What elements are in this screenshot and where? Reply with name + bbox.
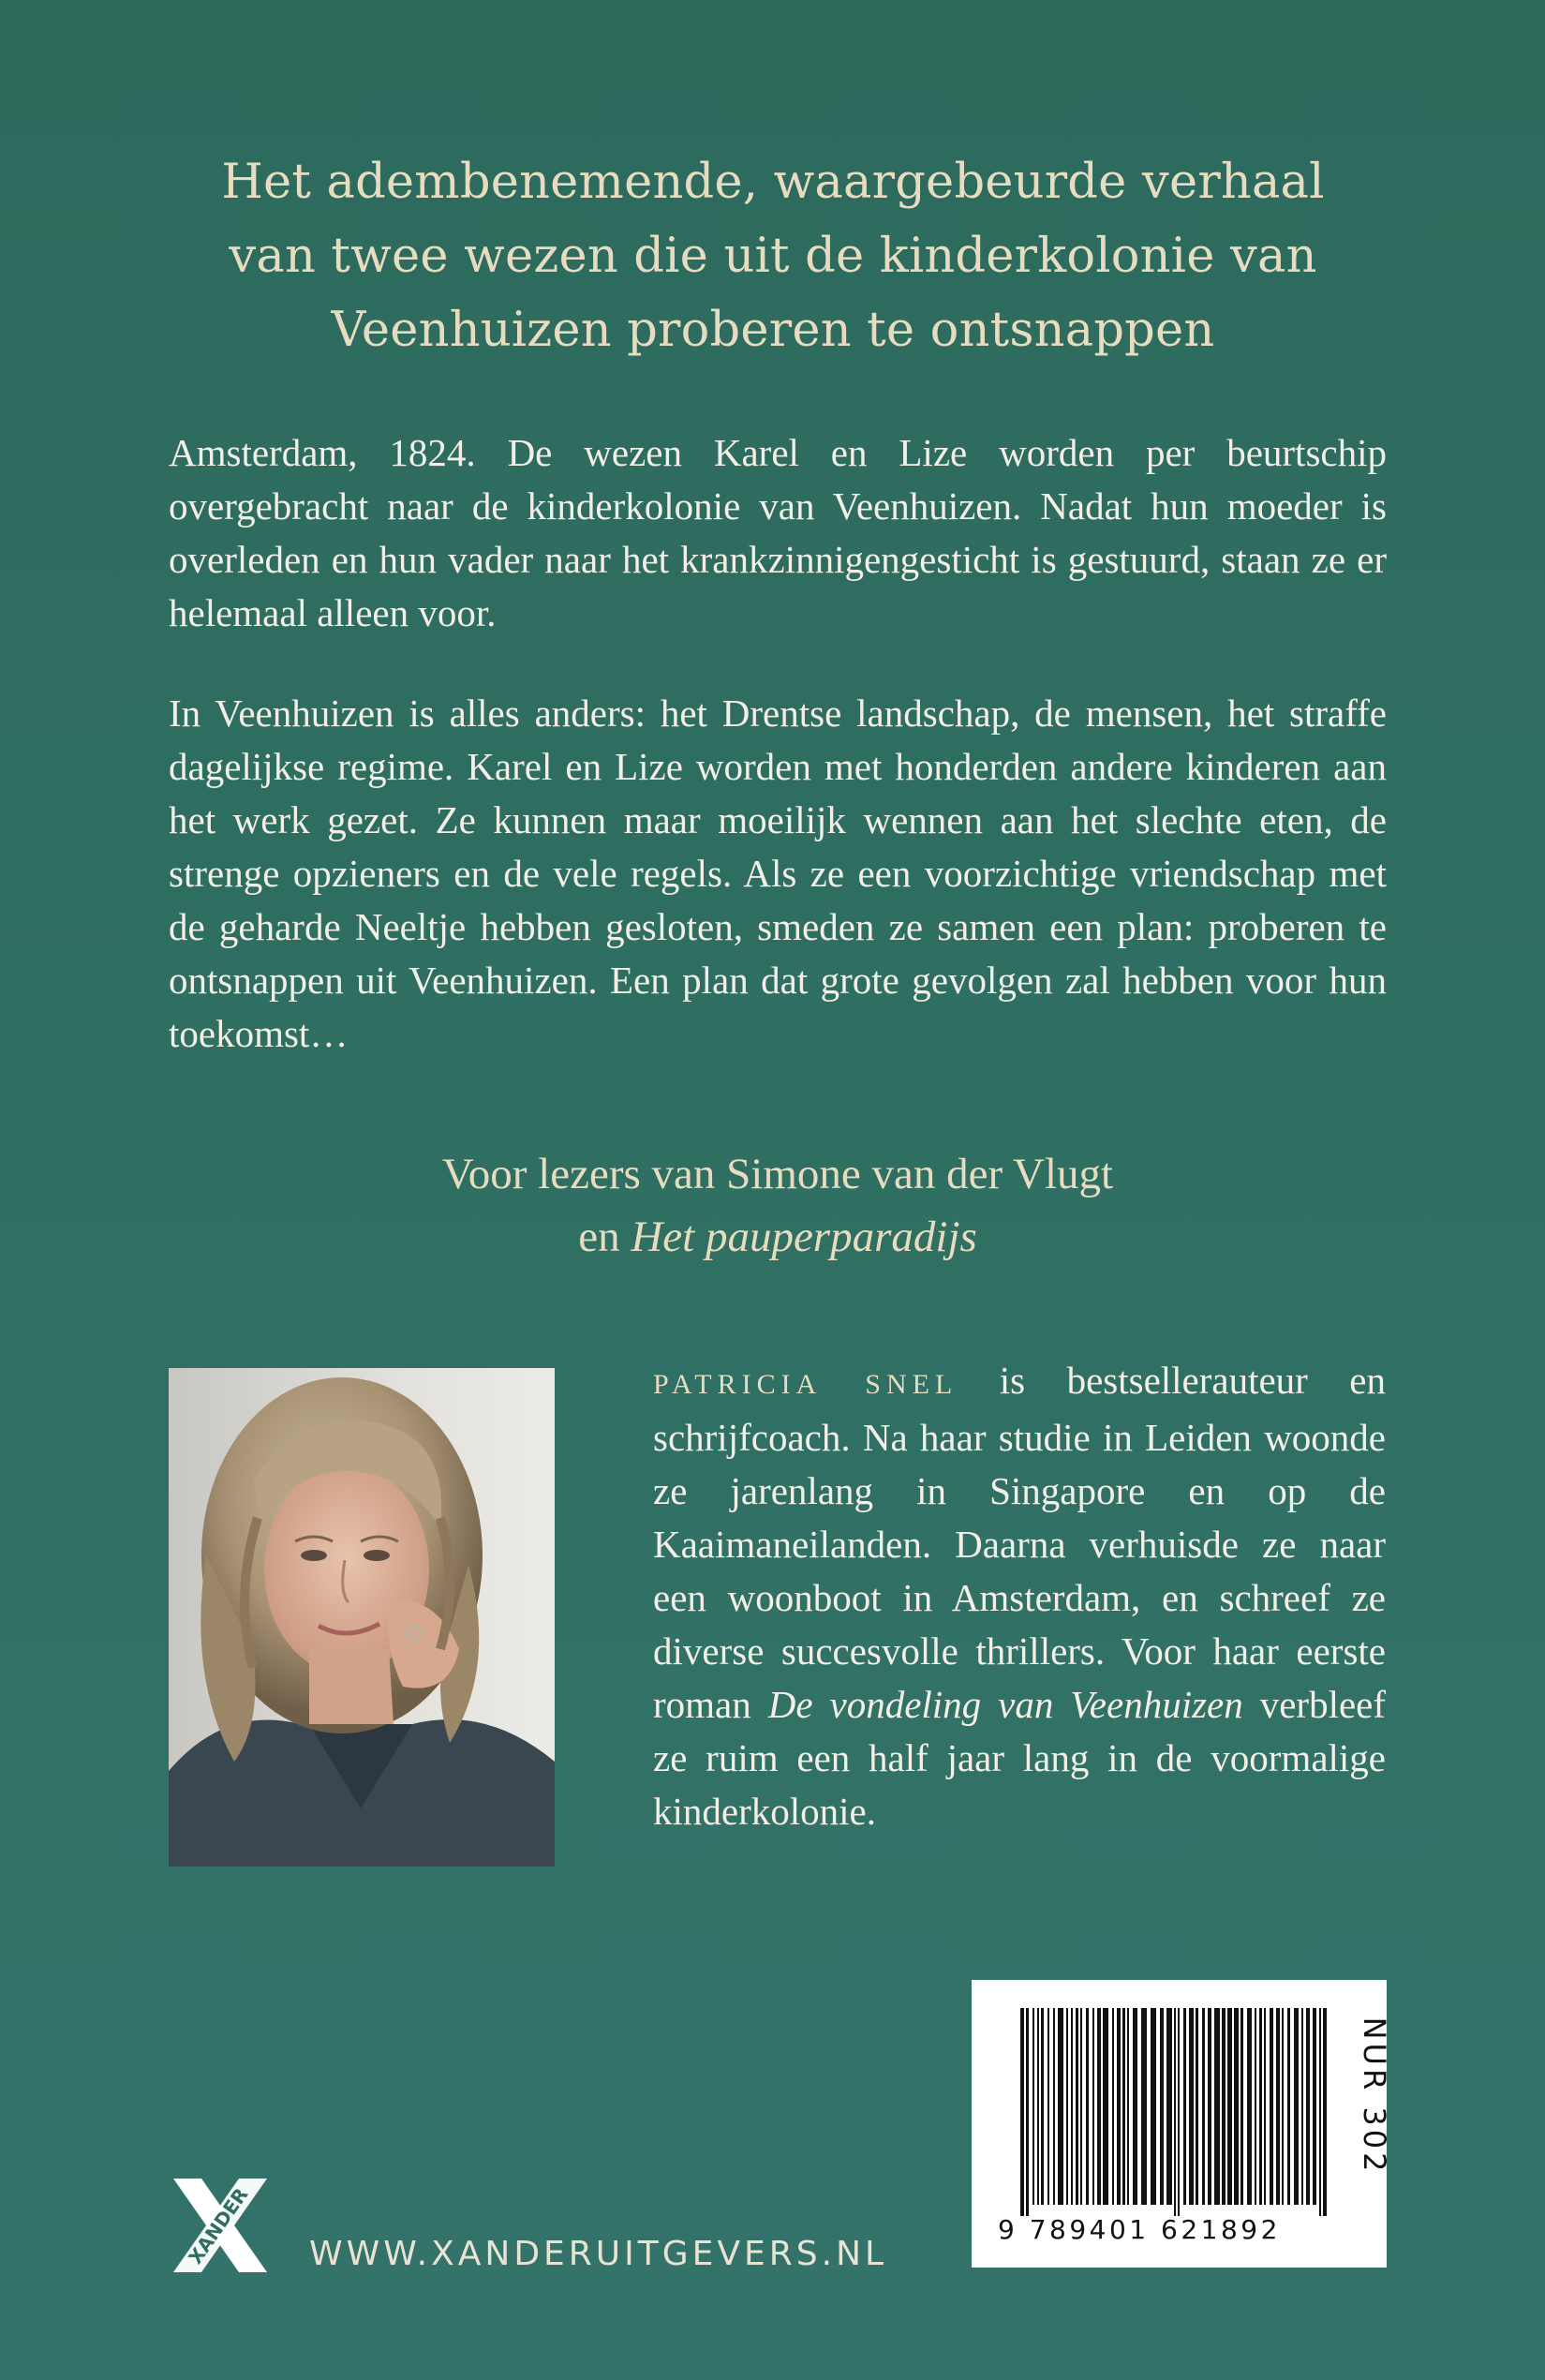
barcode-bar [1071,2008,1073,2205]
barcode-bar [1026,2008,1029,2216]
barcode-bar [1066,2008,1068,2205]
author-photo [169,1368,555,1867]
publisher-website[interactable]: WWW.XANDERUITGEVERS.NL [309,2235,888,2273]
barcode-bar [1112,2008,1114,2205]
barcode-bar [1141,2008,1147,2205]
barcode-bar [1183,2008,1186,2205]
barcode-bar [1122,2008,1125,2205]
barcode-bar [1247,2008,1252,2205]
barcode-bar [1151,2008,1156,2205]
bio-text-1: is bestsellerauteur en schrijfcoach. Na haar studie in Leiden woonde ze jarenlang in Singapore en op de Kaaimaneilanden. Daarna verhuisde ze naar een woonboot in Amsterdam, en schreef ze diverse succesvolle thrillers. Voor haar eerste roman [653,1359,1386,1726]
barcode-bar [1227,2008,1232,2205]
tagline [141,145,1405,367]
barcode-bar [1076,2008,1078,2205]
barcode-bar [1041,2008,1044,2205]
barcode-bar [1103,2008,1108,2205]
barcode-bar [1240,2008,1243,2205]
barcode-bar [1160,2008,1164,2205]
author-bio [653,1354,1386,1838]
barcode-bar [1313,2008,1316,2205]
bio-text-2: verbleef ze ruim een half jaar lang in de voormalige kinderkolonie. [653,1683,1387,1833]
barcode-bar [1294,2008,1299,2205]
barcode-digits: 9 789401 621892 [998,2214,1281,2245]
bio-book-title: De vondeling van Veenhuizen [767,1683,1243,1726]
barcode-bar [1117,2008,1121,2205]
barcode-bar [1208,2008,1211,2205]
barcode-bar [1080,2008,1082,2205]
recommendation-line-1: Voor lezers van Simone van der Vlugt [441,1150,1114,1198]
barcode-bar [1323,2008,1327,2216]
barcode-bar [1020,2008,1024,2216]
barcode-bar [1127,2008,1129,2205]
barcode-bar [1306,2008,1310,2205]
barcode [972,1980,1392,2268]
barcode-bar [1133,2008,1137,2205]
barcode-bar [1178,2008,1180,2216]
barcode-bar [1174,2008,1176,2216]
barcode-bar [1222,2008,1226,2205]
logo-text: XANDER [184,2183,253,2268]
barcode-bar [1053,2008,1055,2205]
barcode-bar [1092,2008,1094,2205]
tagline-line-2: van twee wezen die uit de kinderkolonie van [229,229,1317,284]
barcode-bar [1047,2008,1049,2205]
barcode-bar [1259,2008,1262,2205]
barcode-bar [1037,2008,1039,2205]
recommendation-book-title: Het pauperparadijs [631,1212,977,1261]
blurb-paragraph-1: Amsterdam, 1824. De wezen Karel en Lize worden per beurtschip overgebracht naar de kinderkolonie van Veenhuizen. Nadat hun moeder is overleden en hun vader naar het krankzinnigengesticht is gestuurd, staan ze er helemaal alleen voor. [169,431,1387,634]
barcode-bar [1264,2008,1266,2205]
recommendation-line-2 [169,1206,1387,1269]
barcode-bar [1270,2008,1273,2205]
barcode-bar [1301,2008,1303,2205]
tagline-line-1: Het adembenemende, waargebeurde verhaal [221,155,1325,210]
barcode-bar [1319,2008,1321,2216]
recommendation [169,1143,1387,1269]
barcode-bar [1097,2008,1101,2205]
barcode-bar [1255,2008,1256,2205]
barcode-bar [1234,2008,1239,2205]
barcode-bar [1196,2008,1198,2205]
nur-code: NUR 302 [1357,2016,1392,2176]
author-name: PATRICIA SNEL [653,1369,958,1400]
barcode-bar [1214,2008,1220,2205]
barcode-bar [1202,2008,1205,2205]
xander-logo-icon [169,2160,272,2277]
barcode-bar [1189,2008,1194,2205]
barcode-bar [1058,2008,1063,2205]
barcode-bar [1282,2008,1284,2205]
recommendation-prefix: en [578,1212,631,1261]
barcode-bar [1032,2008,1034,2205]
blurb-paragraph-2: In Veenhuizen is alles anders: het Drentse landschap, de mensen, het straffe dagelijkse regime. Karel en Lize worden met honderden andere kinderen aan het werk gezet. Ze kunnen maar moeilijk wennen aan het slechte eten, de strenge opzieners en de vele regels. Als ze een voorzichtige vriendschap met de geharde Neeltje hebben gesloten, smeden ze samen een plan: proberen te ontsnappen uit Veenhuizen. Een plan dat grote gevolgen zal hebben voor hun toekomst… [169,692,1387,1055]
barcode-bar [1276,2008,1280,2205]
tagline-line-3: Veenhuizen proberen te ontsnappen [331,303,1215,358]
barcode-bar [1086,2008,1089,2205]
barcode-bar [1166,2008,1172,2205]
barcode-bar [1287,2008,1290,2205]
